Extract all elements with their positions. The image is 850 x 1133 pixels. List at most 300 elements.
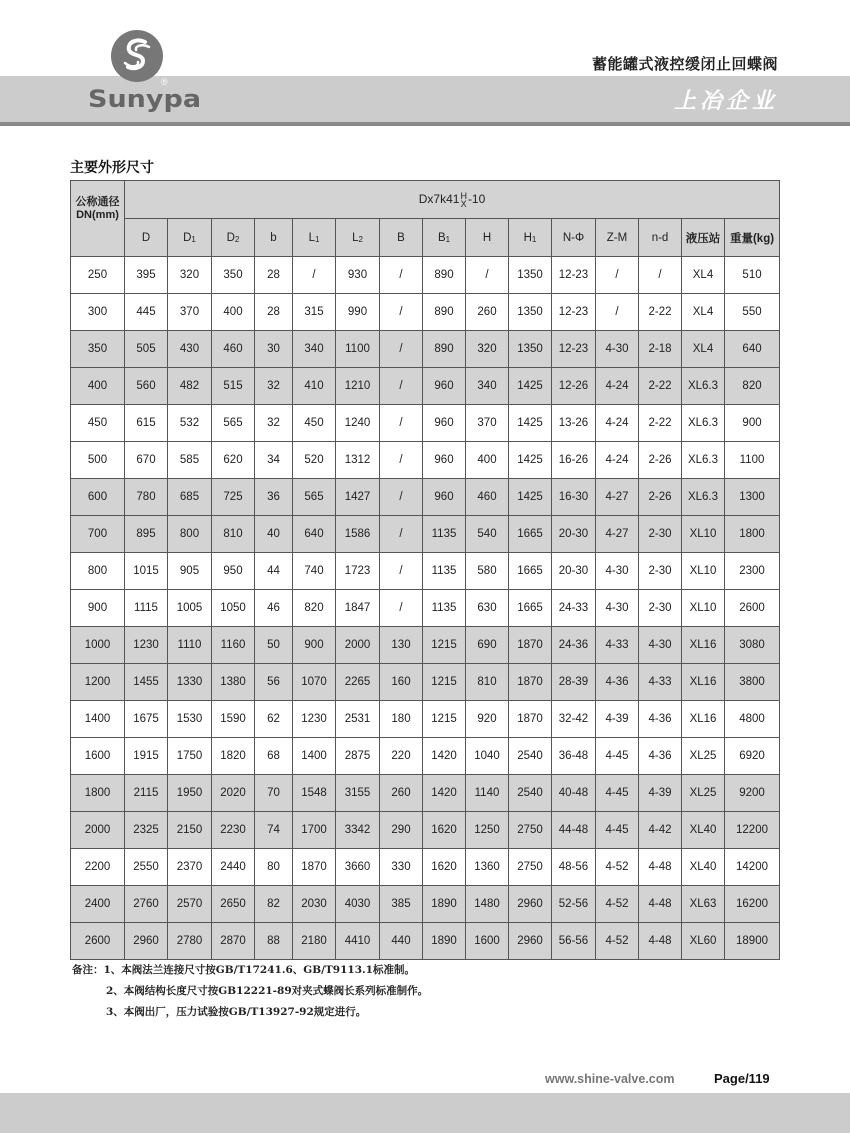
- table-cell: 1230: [125, 627, 168, 664]
- table-cell: 540: [466, 516, 509, 553]
- table-cell: 2-30: [639, 590, 682, 627]
- table-cell: 905: [168, 553, 212, 590]
- footer-website-link[interactable]: www.shine-valve.com: [545, 1072, 675, 1086]
- column-header: [125, 219, 168, 257]
- dn-cell: 1200: [71, 664, 125, 701]
- table-cell: 1400: [293, 738, 336, 775]
- table-cell: 56-56: [552, 923, 596, 960]
- table-cell: 4-36: [639, 701, 682, 738]
- column-header: [212, 219, 255, 257]
- table-body: [71, 257, 780, 960]
- table-cell: 900: [725, 405, 780, 442]
- table-cell: XL16: [682, 701, 725, 738]
- column-header-label: H: [523, 231, 532, 244]
- table-cell: 2960: [509, 886, 552, 923]
- sunypa-logo-icon: [111, 30, 163, 82]
- dn-cell: 350: [71, 331, 125, 368]
- table-cell: XL60: [682, 923, 725, 960]
- table-cell: 560: [125, 368, 168, 405]
- table-cell: 220: [380, 738, 423, 775]
- table-cell: /: [380, 516, 423, 553]
- table-cell: XL25: [682, 775, 725, 812]
- table-cell: 1620: [423, 849, 466, 886]
- table-cell: 920: [466, 701, 509, 738]
- table-cell: 2-30: [639, 553, 682, 590]
- table-cell: 130: [380, 627, 423, 664]
- column-header: [596, 219, 639, 257]
- table-cell: 20-30: [552, 553, 596, 590]
- table-cell: 2-30: [639, 516, 682, 553]
- table-cell: 74: [255, 812, 293, 849]
- table-cell: /: [380, 553, 423, 590]
- table-cell: 1040: [466, 738, 509, 775]
- table-cell: 1890: [423, 923, 466, 960]
- table-cell: 1675: [125, 701, 168, 738]
- table-cell: 1870: [293, 849, 336, 886]
- table-cell: 1050: [212, 590, 255, 627]
- table-cell: 370: [466, 405, 509, 442]
- table-cell: 40-48: [552, 775, 596, 812]
- table-cell: 1455: [125, 664, 168, 701]
- dn-cell: 2400: [71, 886, 125, 923]
- model-supsub: [460, 192, 467, 208]
- table-cell: 430: [168, 331, 212, 368]
- table-cell: 40: [255, 516, 293, 553]
- table-cell: 12-23: [552, 294, 596, 331]
- note-text-2: 2、本阀结构长度尺寸按GB12221-89对夹式蝶阀长系列标准制作。: [106, 985, 429, 997]
- table-cell: 3800: [725, 664, 780, 701]
- table-cell: 290: [380, 812, 423, 849]
- table-cell: 4-30: [596, 590, 639, 627]
- table-cell: 4-24: [596, 442, 639, 479]
- table-cell: 315: [293, 294, 336, 331]
- dn-header: [71, 181, 125, 257]
- table-cell: 1330: [168, 664, 212, 701]
- note-item-1: [72, 960, 428, 981]
- model-prefix: Dx7k41: [418, 191, 460, 206]
- column-header-subscript: 1: [531, 234, 537, 244]
- table-cell: 4030: [336, 886, 380, 923]
- table-cell: 18900: [725, 923, 780, 960]
- table-cell: /: [380, 442, 423, 479]
- table-cell: 1230: [293, 701, 336, 738]
- notes: [72, 960, 428, 1023]
- table-cell: 410: [293, 368, 336, 405]
- table-cell: /: [293, 257, 336, 294]
- column-header-subscript: 1: [314, 234, 320, 244]
- table-cell: 1350: [509, 294, 552, 331]
- table-cell: 1620: [423, 812, 466, 849]
- table-cell: 3660: [336, 849, 380, 886]
- table-cell: 400: [466, 442, 509, 479]
- table-cell: 1240: [336, 405, 380, 442]
- table-cell: 80: [255, 849, 293, 886]
- column-header-label: Z-M: [606, 231, 628, 244]
- table-cell: 48-56: [552, 849, 596, 886]
- table-cell: 1425: [509, 405, 552, 442]
- table-cell: /: [380, 405, 423, 442]
- table-cell: 2650: [212, 886, 255, 923]
- table-cell: 1586: [336, 516, 380, 553]
- column-header-subscript: 1: [445, 234, 451, 244]
- column-header: [255, 219, 293, 257]
- table-row: [71, 442, 780, 479]
- table-cell: 4-45: [596, 775, 639, 812]
- table-row: [71, 775, 780, 812]
- table-cell: 320: [168, 257, 212, 294]
- table-cell: 4-45: [596, 738, 639, 775]
- table-row: [71, 405, 780, 442]
- table-cell: 4-42: [639, 812, 682, 849]
- table-cell: 400: [212, 294, 255, 331]
- table-row: [71, 516, 780, 553]
- table-cell: 2-22: [639, 294, 682, 331]
- column-header-subscript: 2: [358, 234, 363, 244]
- table-cell: 2230: [212, 812, 255, 849]
- table-cell: 2550: [125, 849, 168, 886]
- table-cell: XL4: [682, 294, 725, 331]
- table-cell: 615: [125, 405, 168, 442]
- table-cell: 1870: [509, 701, 552, 738]
- table-cell: 28-39: [552, 664, 596, 701]
- table-cell: 24-33: [552, 590, 596, 627]
- table-cell: 510: [725, 257, 780, 294]
- table-cell: 1100: [336, 331, 380, 368]
- table-cell: 1890: [423, 886, 466, 923]
- table-cell: /: [380, 368, 423, 405]
- table-cell: 4-39: [596, 701, 639, 738]
- table-cell: 1425: [509, 442, 552, 479]
- table-row: [71, 294, 780, 331]
- table-cell: 160: [380, 664, 423, 701]
- table-cell: 2960: [509, 923, 552, 960]
- model-header: [125, 181, 780, 219]
- table-header-model-row: [71, 181, 780, 219]
- table-cell: 532: [168, 405, 212, 442]
- dimensions-table: [70, 180, 780, 960]
- table-cell: 3080: [725, 627, 780, 664]
- table-cell: 2-18: [639, 331, 682, 368]
- table-row: [71, 590, 780, 627]
- table-cell: 1210: [336, 368, 380, 405]
- table-cell: 32: [255, 368, 293, 405]
- table-cell: 4-24: [596, 368, 639, 405]
- company-name: 上冶企业: [673, 88, 778, 113]
- column-header-label: L: [308, 231, 315, 244]
- table-cell: 2180: [293, 923, 336, 960]
- table-cell: 4-30: [596, 553, 639, 590]
- table-cell: 395: [125, 257, 168, 294]
- table-row: [71, 331, 780, 368]
- column-header-subscript: 2: [234, 234, 240, 244]
- table-cell: 1420: [423, 775, 466, 812]
- table-cell: 36: [255, 479, 293, 516]
- table-row: [71, 812, 780, 849]
- dn-cell: 1400: [71, 701, 125, 738]
- table-cell: 1070: [293, 664, 336, 701]
- table-cell: /: [380, 331, 423, 368]
- table-cell: 4-48: [639, 849, 682, 886]
- table-cell: 690: [466, 627, 509, 664]
- table-cell: 1950: [168, 775, 212, 812]
- table-cell: 1005: [168, 590, 212, 627]
- page-number: Page/119: [714, 1071, 770, 1086]
- table-cell: /: [380, 479, 423, 516]
- table-cell: 1425: [509, 368, 552, 405]
- table-cell: XL4: [682, 257, 725, 294]
- table-cell: 385: [380, 886, 423, 923]
- table-cell: 50: [255, 627, 293, 664]
- table-cell: XL6.3: [682, 479, 725, 516]
- table-cell: XL6.3: [682, 442, 725, 479]
- table-cell: 1723: [336, 553, 380, 590]
- table-cell: 4-27: [596, 479, 639, 516]
- table-cell: 260: [466, 294, 509, 331]
- column-header: [380, 219, 423, 257]
- table-cell: 520: [293, 442, 336, 479]
- table-row: [71, 664, 780, 701]
- table-cell: 800: [168, 516, 212, 553]
- table-cell: /: [596, 294, 639, 331]
- column-header: [168, 219, 212, 257]
- table-cell: 4410: [336, 923, 380, 960]
- column-header: [725, 219, 780, 257]
- table-cell: XL4: [682, 331, 725, 368]
- table-cell: 2540: [509, 738, 552, 775]
- dn-cell: 2600: [71, 923, 125, 960]
- table-cell: 12200: [725, 812, 780, 849]
- table-cell: 482: [168, 368, 212, 405]
- table-cell: XL40: [682, 812, 725, 849]
- table-cell: 630: [466, 590, 509, 627]
- table-cell: 46: [255, 590, 293, 627]
- table-cell: XL40: [682, 849, 725, 886]
- table-cell: 890: [423, 257, 466, 294]
- column-header-label: D: [141, 231, 151, 244]
- table-cell: 1548: [293, 775, 336, 812]
- table-cell: /: [466, 257, 509, 294]
- table-cell: 6920: [725, 738, 780, 775]
- model-sup: H: [460, 190, 467, 201]
- table-cell: 1820: [212, 738, 255, 775]
- table-cell: 950: [212, 553, 255, 590]
- dn-cell: 450: [71, 405, 125, 442]
- table-cell: 4-39: [639, 775, 682, 812]
- table-cell: /: [380, 257, 423, 294]
- table-cell: 1110: [168, 627, 212, 664]
- table-cell: 4-33: [639, 664, 682, 701]
- table-cell: 1800: [725, 516, 780, 553]
- table-cell: 565: [212, 405, 255, 442]
- table-cell: 2150: [168, 812, 212, 849]
- table-cell: 3155: [336, 775, 380, 812]
- table-row: [71, 923, 780, 960]
- table-cell: 2875: [336, 738, 380, 775]
- table-cell: XL6.3: [682, 368, 725, 405]
- notes-label: 备注：: [72, 964, 104, 976]
- dn-cell: 900: [71, 590, 125, 627]
- table-header-columns-row: [71, 219, 780, 257]
- dn-cell: 400: [71, 368, 125, 405]
- table-cell: /: [639, 257, 682, 294]
- product-title: 蓄能罐式液控缓闭止回蝶阀: [591, 56, 778, 73]
- table-cell: 810: [212, 516, 255, 553]
- table-cell: 960: [423, 405, 466, 442]
- table-cell: 9200: [725, 775, 780, 812]
- table-cell: 340: [293, 331, 336, 368]
- column-header-label: D: [226, 231, 235, 244]
- dn-cell: 2000: [71, 812, 125, 849]
- table-cell: 1135: [423, 590, 466, 627]
- column-header-label: B: [437, 231, 446, 244]
- table-cell: 2870: [212, 923, 255, 960]
- table-cell: 28: [255, 257, 293, 294]
- column-header: [682, 219, 725, 257]
- table-cell: 960: [423, 479, 466, 516]
- column-header-label: L: [352, 231, 359, 244]
- table-cell: 1100: [725, 442, 780, 479]
- note-text-1: 1、本阀法兰连接尺寸按GB/T17241.6、GB/T9113.1标准制。: [103, 964, 415, 976]
- header-divider: [0, 122, 850, 126]
- table-cell: 12-23: [552, 257, 596, 294]
- table-cell: 1135: [423, 516, 466, 553]
- table-row: [71, 627, 780, 664]
- table-cell: 620: [212, 442, 255, 479]
- table-cell: 1215: [423, 627, 466, 664]
- table-cell: 1590: [212, 701, 255, 738]
- table-cell: 34: [255, 442, 293, 479]
- table-cell: 4-36: [596, 664, 639, 701]
- table-cell: 13-26: [552, 405, 596, 442]
- dn-cell: 600: [71, 479, 125, 516]
- table-cell: 580: [466, 553, 509, 590]
- table-cell: 1350: [509, 331, 552, 368]
- table-cell: 1530: [168, 701, 212, 738]
- table-cell: 260: [380, 775, 423, 812]
- column-header-label: 液压站: [685, 232, 721, 245]
- table-cell: 4-45: [596, 812, 639, 849]
- table-cell: 1160: [212, 627, 255, 664]
- section-title: 主要外形尺寸: [70, 159, 154, 175]
- dn-cell: 300: [71, 294, 125, 331]
- table-cell: 2780: [168, 923, 212, 960]
- table-cell: 450: [293, 405, 336, 442]
- table-cell: 1915: [125, 738, 168, 775]
- table-cell: 505: [125, 331, 168, 368]
- table-cell: 4-30: [639, 627, 682, 664]
- table-cell: 2-22: [639, 368, 682, 405]
- table-cell: 2750: [509, 849, 552, 886]
- table-cell: 515: [212, 368, 255, 405]
- table-cell: 725: [212, 479, 255, 516]
- table-cell: 1312: [336, 442, 380, 479]
- table-cell: 1115: [125, 590, 168, 627]
- table-cell: 2370: [168, 849, 212, 886]
- column-header-label: N-Φ: [562, 231, 585, 244]
- table-cell: 1665: [509, 553, 552, 590]
- table-cell: 820: [293, 590, 336, 627]
- column-header: [423, 219, 466, 257]
- table-cell: 890: [423, 331, 466, 368]
- table-cell: 460: [466, 479, 509, 516]
- table-cell: 1015: [125, 553, 168, 590]
- table-cell: 810: [466, 664, 509, 701]
- table-cell: 4-27: [596, 516, 639, 553]
- table-cell: 20-30: [552, 516, 596, 553]
- table-cell: 685: [168, 479, 212, 516]
- table-cell: 330: [380, 849, 423, 886]
- table-cell: 820: [725, 368, 780, 405]
- table-cell: 1250: [466, 812, 509, 849]
- table-row: [71, 553, 780, 590]
- table-cell: 4-52: [596, 923, 639, 960]
- table-cell: 62: [255, 701, 293, 738]
- table-cell: 1847: [336, 590, 380, 627]
- table-cell: XL63: [682, 886, 725, 923]
- table-cell: 4-33: [596, 627, 639, 664]
- note-item-3: [72, 1002, 428, 1023]
- table-cell: 1420: [423, 738, 466, 775]
- column-header: [509, 219, 552, 257]
- table-cell: 44: [255, 553, 293, 590]
- table-cell: 1700: [293, 812, 336, 849]
- table-row: [71, 479, 780, 516]
- table-cell: 2570: [168, 886, 212, 923]
- table-cell: 82: [255, 886, 293, 923]
- table-cell: 4-36: [639, 738, 682, 775]
- table-cell: 585: [168, 442, 212, 479]
- table-cell: 960: [423, 442, 466, 479]
- table-row: [71, 701, 780, 738]
- model-suffix: -10: [467, 191, 486, 206]
- table-cell: 370: [168, 294, 212, 331]
- dn-cell: 1800: [71, 775, 125, 812]
- table-cell: 440: [380, 923, 423, 960]
- table-cell: 640: [725, 331, 780, 368]
- table-cell: 1665: [509, 516, 552, 553]
- table-cell: 30: [255, 331, 293, 368]
- table-cell: 32: [255, 405, 293, 442]
- table-cell: 2-26: [639, 479, 682, 516]
- column-header-label: b: [270, 231, 277, 244]
- table-row: [71, 738, 780, 775]
- column-header-subscript: 1: [191, 234, 196, 244]
- dn-cell: 800: [71, 553, 125, 590]
- table-cell: 2750: [509, 812, 552, 849]
- table-cell: 990: [336, 294, 380, 331]
- table-cell: XL10: [682, 553, 725, 590]
- table-cell: 2265: [336, 664, 380, 701]
- table-cell: 460: [212, 331, 255, 368]
- column-header: [466, 219, 509, 257]
- table-cell: 2115: [125, 775, 168, 812]
- table-cell: 4-48: [639, 923, 682, 960]
- table-cell: XL16: [682, 664, 725, 701]
- table-cell: 1750: [168, 738, 212, 775]
- table-cell: 1480: [466, 886, 509, 923]
- table-cell: 36-48: [552, 738, 596, 775]
- table-cell: 4800: [725, 701, 780, 738]
- table-cell: 1427: [336, 479, 380, 516]
- table-cell: 780: [125, 479, 168, 516]
- dn-cell: 700: [71, 516, 125, 553]
- table-row: [71, 886, 780, 923]
- table-cell: 1215: [423, 701, 466, 738]
- table-cell: 4-52: [596, 849, 639, 886]
- table-cell: 2600: [725, 590, 780, 627]
- table-cell: 2300: [725, 553, 780, 590]
- table-cell: 180: [380, 701, 423, 738]
